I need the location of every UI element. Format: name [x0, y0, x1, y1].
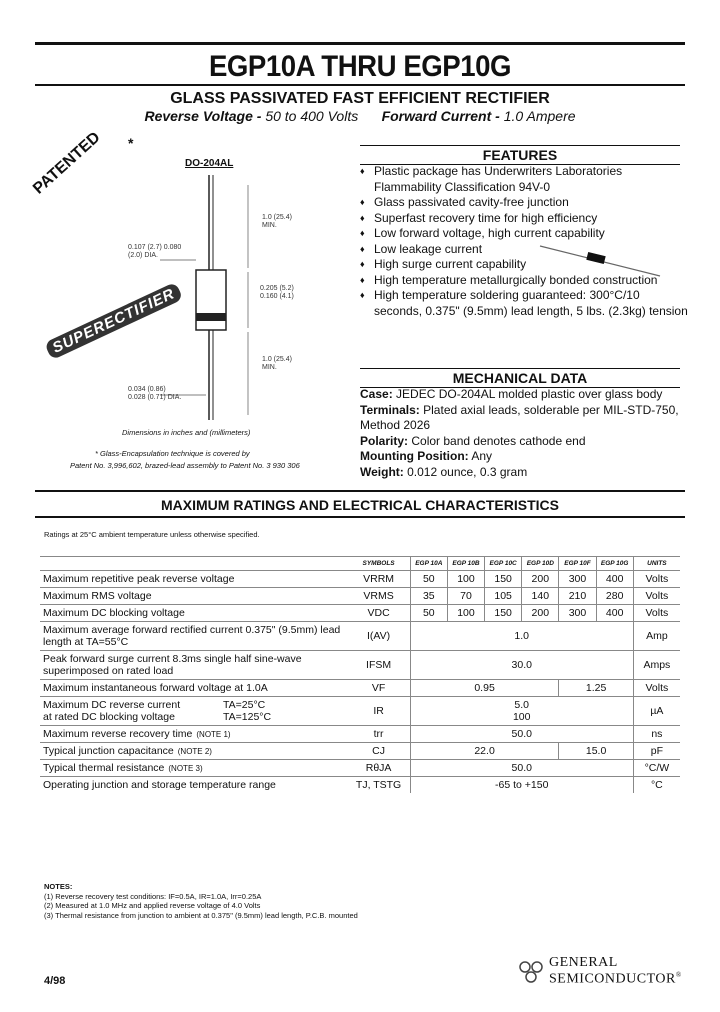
condition-2: TA=125°C	[223, 711, 272, 723]
value-cell: 400	[596, 571, 633, 588]
param-text: Maximum DC blocking voltage	[43, 607, 185, 619]
unit-cell: pF	[633, 743, 680, 760]
feature-item: ♦ Low forward voltage, high current capability	[360, 226, 690, 242]
value-cell: 15.0	[559, 743, 633, 760]
brand-line-2-text: SEMICONDUCTOR	[549, 971, 676, 987]
dimensions-caption: Dimensions in inches and (millimeters)	[122, 428, 251, 437]
table-row	[40, 743, 680, 760]
value-cell: 100	[447, 571, 484, 588]
cathode-band	[196, 313, 226, 321]
unit-cell: °C	[633, 777, 680, 794]
table-row	[40, 571, 680, 588]
value-cell: 22.0	[410, 743, 559, 760]
header-part: EGP 10B	[447, 557, 484, 571]
param-cell	[40, 777, 347, 794]
value-cell: 0.95	[410, 680, 559, 697]
param-cell	[40, 588, 347, 605]
unit-cell: µA	[633, 697, 680, 726]
value-cell: 300	[559, 571, 596, 588]
company-logo-icon	[515, 955, 547, 987]
reverse-voltage-label: Reverse Voltage -	[144, 108, 262, 124]
dim-body-length: 0.205 (5.2) 0.160 (4.1)	[260, 285, 294, 300]
param-cell	[40, 726, 347, 743]
features-list	[360, 164, 690, 319]
features-heading: FEATURES	[360, 145, 680, 165]
header-part: EGP 10G	[596, 557, 633, 571]
feature-item: ♦ Superfast recovery time for high efficiency	[360, 211, 690, 227]
table-row	[40, 697, 680, 726]
revision-date: 4/98	[44, 975, 66, 987]
mechanical-data	[360, 387, 690, 480]
table-row	[40, 726, 680, 743]
terminals-label: Terminals:	[360, 402, 420, 417]
note-2: (2) Measured at 1.0 MHz and applied reverse voltage of 4.0 Volts	[44, 901, 261, 910]
dim-body-diameter: 0.107 (2.7) 0.080 (2.0) DIA.	[128, 244, 182, 259]
header-param-cell	[40, 557, 347, 571]
param-cell	[40, 571, 347, 588]
value-cell: 280	[596, 588, 633, 605]
table-row	[40, 680, 680, 697]
unit-cell: Volts	[633, 680, 680, 697]
note-ref: (NOTE 1)	[196, 730, 231, 739]
condition-1: TA=25°C	[223, 699, 266, 711]
table-row	[40, 605, 680, 622]
polarity-line	[360, 434, 690, 450]
feature-item: ♦ Glass passivated cavity-free junction	[360, 195, 690, 211]
feature-item: ♦ Plastic package has Underwriters Laboratories Flammability Classification 94V-0	[360, 164, 690, 195]
symbol-cell: TJ, TSTG	[347, 777, 410, 794]
symbol-cell: CJ	[347, 743, 410, 760]
value-cell: 100	[447, 605, 484, 622]
symbol-cell: VF	[347, 680, 410, 697]
param-cell	[40, 743, 347, 760]
brand-name	[549, 955, 682, 988]
param-cell	[40, 697, 347, 726]
patented-text: PATENTED	[30, 128, 104, 198]
dim-lead-diameter: 0.034 (0.86) 0.028 (0.71) DIA.	[128, 386, 182, 401]
param-text: Typical junction capacitance	[43, 745, 174, 757]
ratings-table	[40, 556, 680, 793]
ratings-summary	[0, 108, 720, 124]
header-part: EGP 10F	[559, 557, 596, 571]
dim-top-lead: 1.0 (25.4) MIN.	[262, 214, 292, 229]
table-row	[40, 651, 680, 680]
notes	[44, 882, 358, 920]
param-cell	[40, 760, 347, 777]
symbol-cell: IR	[347, 697, 410, 726]
value-cell: 50.0	[410, 726, 633, 743]
header-part: EGP 10D	[522, 557, 559, 571]
symbol-cell: VRMS	[347, 588, 410, 605]
header-symbols: SYMBOLS	[347, 557, 410, 571]
value-cell: 1.0	[410, 622, 633, 651]
unit-cell: Amps	[633, 651, 680, 680]
value-line-2: 100	[512, 711, 531, 723]
param-cell	[40, 622, 347, 651]
top-rule	[35, 42, 685, 45]
param-cell	[40, 651, 347, 680]
param-wrap	[43, 699, 344, 723]
reverse-voltage-value: 50 to 400 Volts	[265, 108, 359, 124]
value-cell: 1.25	[559, 680, 633, 697]
forward-current-value: 1.0 Ampere	[503, 108, 576, 124]
patent-footnote-2: Patent No. 3,996,602, brazed-lead assembly to Patent No. 3 930 306	[70, 461, 300, 470]
document-title: EGP10A THRU EGP10G	[208, 50, 512, 83]
symbol-cell: RθJA	[347, 760, 410, 777]
value-cell: 300	[559, 605, 596, 622]
value-cell: 140	[522, 588, 559, 605]
trademark-mark: ®	[675, 971, 682, 979]
mechanical-heading: MECHANICAL DATA	[360, 368, 680, 388]
param-cell	[40, 605, 347, 622]
param-text: Typical thermal resistance	[43, 762, 165, 774]
dim-bottom-lead: 1.0 (25.4) MIN.	[262, 356, 292, 371]
value-cell: 35	[410, 588, 447, 605]
symbol-cell: VRRM	[347, 571, 410, 588]
header-units: UNITS	[633, 557, 680, 571]
symbol-cell: trr	[347, 726, 410, 743]
value-cell: 150	[485, 571, 522, 588]
value-cell: 105	[485, 588, 522, 605]
mounting-label: Mounting Position:	[360, 449, 469, 463]
unit-cell: °C/W	[633, 760, 680, 777]
weight-label: Weight:	[360, 464, 404, 479]
mounting-text: Any	[471, 449, 492, 463]
package-label: DO-204AL	[185, 158, 234, 169]
param-text: Maximum repetitive peak reverse voltage	[43, 573, 235, 585]
value-cell: 50	[410, 605, 447, 622]
case-label: Case:	[360, 387, 393, 401]
ratings-heading: MAXIMUM RATINGS AND ELECTRICAL CHARACTERISTICS	[161, 497, 559, 513]
feature-item: ♦ Low leakage current	[360, 242, 690, 258]
mounting-line	[360, 449, 690, 465]
param-text: Maximum reverse recovery time	[43, 728, 193, 740]
param-text: Maximum RMS voltage	[43, 590, 152, 602]
value-cell: 210	[559, 588, 596, 605]
value-cell: 400	[596, 605, 633, 622]
polarity-text: Color band denotes cathode end	[411, 433, 586, 448]
note-ref: (NOTE 2)	[177, 747, 212, 756]
polarity-label: Polarity:	[360, 433, 409, 448]
forward-current-label: Forward Current -	[381, 108, 500, 124]
superectifier-text: SUPERECTIFIER	[49, 285, 178, 357]
feature-item: ♦ High temperature soldering guaranteed: 300°C/10 seconds, 0.375" (9.5mm) lead length, 5 lbs. (2.3kg) tension	[360, 288, 690, 319]
brand-line-1: GENERAL	[549, 955, 618, 970]
value-cell: 50	[410, 571, 447, 588]
param-text-2: at rated DC blocking voltage	[43, 711, 175, 723]
table-row	[40, 588, 680, 605]
param-text: Maximum average forward rectified current 0.375" (9.5mm) lead length at TA=55°C	[43, 624, 341, 648]
patented-stamp	[30, 129, 104, 198]
terminals-text: Plated axial leads, solderable per MIL-STD-750, Method 2026	[360, 402, 679, 432]
header-part: EGP 10C	[485, 557, 522, 571]
table-row	[40, 777, 680, 794]
document-subtitle: GLASS PASSIVATED FAST EFFICIENT RECTIFIER	[170, 90, 550, 107]
unit-cell: Volts	[633, 571, 680, 588]
note-1: (1) Reverse recovery test conditions: IF=0.5A, IR=1.0A, Irr=0.25A	[44, 891, 262, 901]
note-ref: (NOTE 3)	[168, 764, 203, 773]
value-cell: 150	[485, 605, 522, 622]
weight-text: 0.012 ounce, 0.3 gram	[407, 464, 528, 479]
param-cell	[40, 680, 347, 697]
case-text: JEDEC DO-204AL molded plastic over glass body	[396, 387, 663, 401]
value-cell: -65 to +150	[410, 777, 633, 794]
unit-cell: Volts	[633, 605, 680, 622]
unit-cell: ns	[633, 726, 680, 743]
ratings-top-rule	[35, 490, 685, 492]
table-row	[40, 760, 680, 777]
title-rule	[35, 84, 685, 86]
symbol-cell: I(AV)	[347, 622, 410, 651]
patented-asterisk: *	[128, 135, 134, 151]
value-cell	[410, 697, 633, 726]
table-header-row	[40, 557, 680, 571]
ratings-bottom-rule	[35, 516, 685, 518]
brand-line-2	[549, 971, 682, 988]
table-row	[40, 622, 680, 651]
param-text: Maximum DC reverse current	[43, 699, 181, 711]
param-text: Operating junction and storage temperature range	[43, 779, 276, 791]
ratings-conditions: Ratings at 25°C ambient temperature unless otherwise specified.	[44, 530, 260, 539]
param-text: Maximum instantaneous forward voltage at 1.0A	[43, 682, 268, 694]
unit-cell: Volts	[633, 588, 680, 605]
symbol-cell: VDC	[347, 605, 410, 622]
case-line	[360, 387, 690, 403]
value-cell: 70	[447, 588, 484, 605]
value-line-1: 5.0	[514, 699, 530, 711]
weight-line	[360, 465, 690, 481]
value-cell: 50.0	[410, 760, 633, 777]
symbol-cell: IFSM	[347, 651, 410, 680]
feature-item: ♦ High temperature metallurgically bonded construction	[360, 273, 690, 289]
feature-item: ♦ High surge current capability	[360, 257, 690, 273]
patent-footnote-1: * Glass-Encapsulation technique is covered by	[95, 449, 250, 458]
terminals-line	[360, 403, 690, 434]
value-cell: 30.0	[410, 651, 633, 680]
unit-cell: Amp	[633, 622, 680, 651]
notes-heading: NOTES:	[44, 882, 73, 891]
note-3: (3) Thermal resistance from junction to ambient at 0.375" (9.5mm) lead length, P.C.B. mounted	[44, 910, 358, 920]
value-cell: 200	[522, 571, 559, 588]
value-cell: 200	[522, 605, 559, 622]
header-part: EGP 10A	[410, 557, 447, 571]
param-text: Peak forward surge current 8.3ms single half sine-wave superimposed on rated load	[43, 653, 302, 677]
